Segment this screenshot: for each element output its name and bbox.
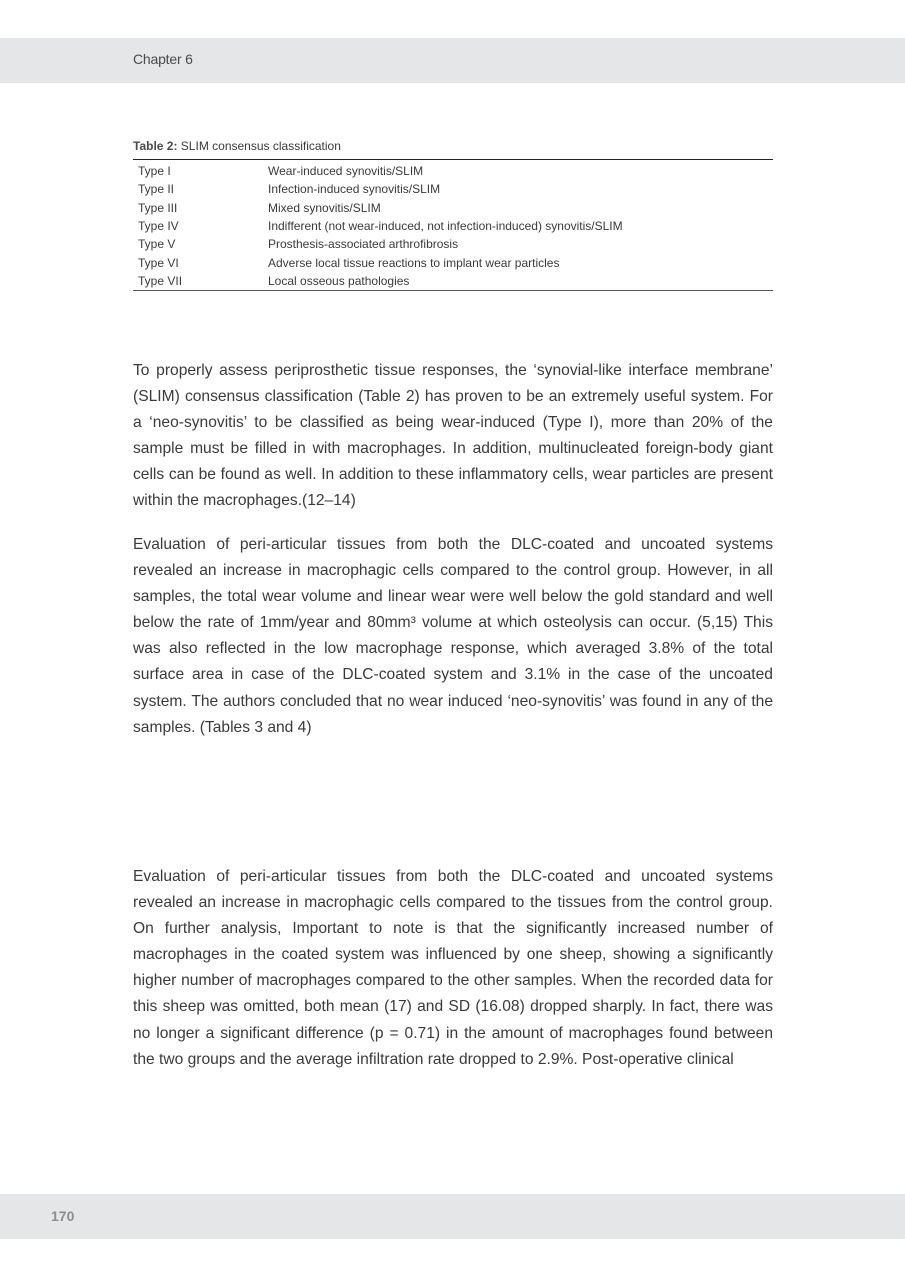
body-paragraph-macrophage-analysis [133,864,773,1073]
type-cell: Type IV [138,219,179,234]
paragraph-text: Evaluation of peri-articular tissues from both the DLC-coated and uncoated systems revealed an increase in macrophagic cells compared to the control group. However, in all samples, the total wear volume and linear wear were well below the gold standard and well below the rate of 1mm/year and 80mm³ volume at which osteolysis can occur. (5,15) This was also reflected in the low macrophage response, which averaged 3.8% of the total surface area in case of the DLC-coated system and 3.1% in the case of the uncoated system. The authors concluded that no wear induced ‘neo-synovitis’ was found in any of the samples. (Tables 3 and 4) [133,536,773,736]
paragraph-text: To properly assess periprosthetic tissue responses, the ‘synovial-like interface membrane’ (SLIM) consensus classification (Table 2) has proven to be an extremely useful system. For a ‘neo-synovitis’ to be classified as being wear-induced (Type I), more than 20% of the sample must be filled in with macrophages. In addition, multinucleated foreign-body giant cells can be found as well. In addition to these inflammatory cells, wear particles are present within the macrophages.(12–14) [133,362,773,510]
running-footer [0,1194,905,1239]
slim-classification-table [133,159,773,291]
description-cell: Adverse local tissue reactions to implant wear particles [268,255,560,270]
table-row [133,253,773,271]
table-row [133,199,773,217]
description-cell: Wear-induced synovitis/SLIM [268,164,424,179]
chapter-title: Chapter 6 [133,51,193,67]
body-paragraph-wear-evaluation [133,532,773,741]
table-caption-text: SLIM consensus classification [177,139,341,153]
slim-classification-table-block [133,139,773,291]
paragraph-text: Evaluation of peri-articular tissues from both the DLC-coated and uncoated systems revealed an increase in macrophagic cells compared to the tissues from the control group. On further analysis, Important to note is that the significantly increased number of macrophages in the coated system was influenced by one sheep, showing a significantly higher number of macrophages compared to the other samples. When the recorded data for this sheep was omitted, both mean (17) and SD (16.08) dropped sharply. In fact, there was no longer a significant difference (p = 0.71) in the amount of macrophages found between the two groups and the average infiltration rate dropped to 2.9%. Post-operative clinical [133,868,773,1068]
description-cell: Indifferent (not wear-induced, not infection-induced) synovitis/SLIM [268,219,623,234]
type-cell: Type VII [138,273,183,288]
running-header [0,38,905,83]
type-cell: Type VI [138,255,179,270]
description-cell: Prosthesis-associated arthrofibrosis [268,237,459,252]
body-paragraph-slim-intro [133,358,773,515]
table-row [133,180,773,198]
type-cell: Type V [138,237,176,252]
table-caption [133,139,773,153]
page-number: 170 [51,1208,75,1224]
type-cell: Type III [138,200,178,215]
description-cell: Local osseous pathologies [268,273,410,288]
type-cell: Type II [138,182,175,197]
table-row [133,217,773,235]
description-cell: Mixed synovitis/SLIM [268,200,381,215]
table-caption-label: Table 2: [133,139,178,153]
table-row [133,160,773,181]
table-row [133,272,773,291]
type-cell: Type I [138,164,171,179]
table-row [133,235,773,253]
description-cell: Infection-induced synovitis/SLIM [268,182,441,197]
